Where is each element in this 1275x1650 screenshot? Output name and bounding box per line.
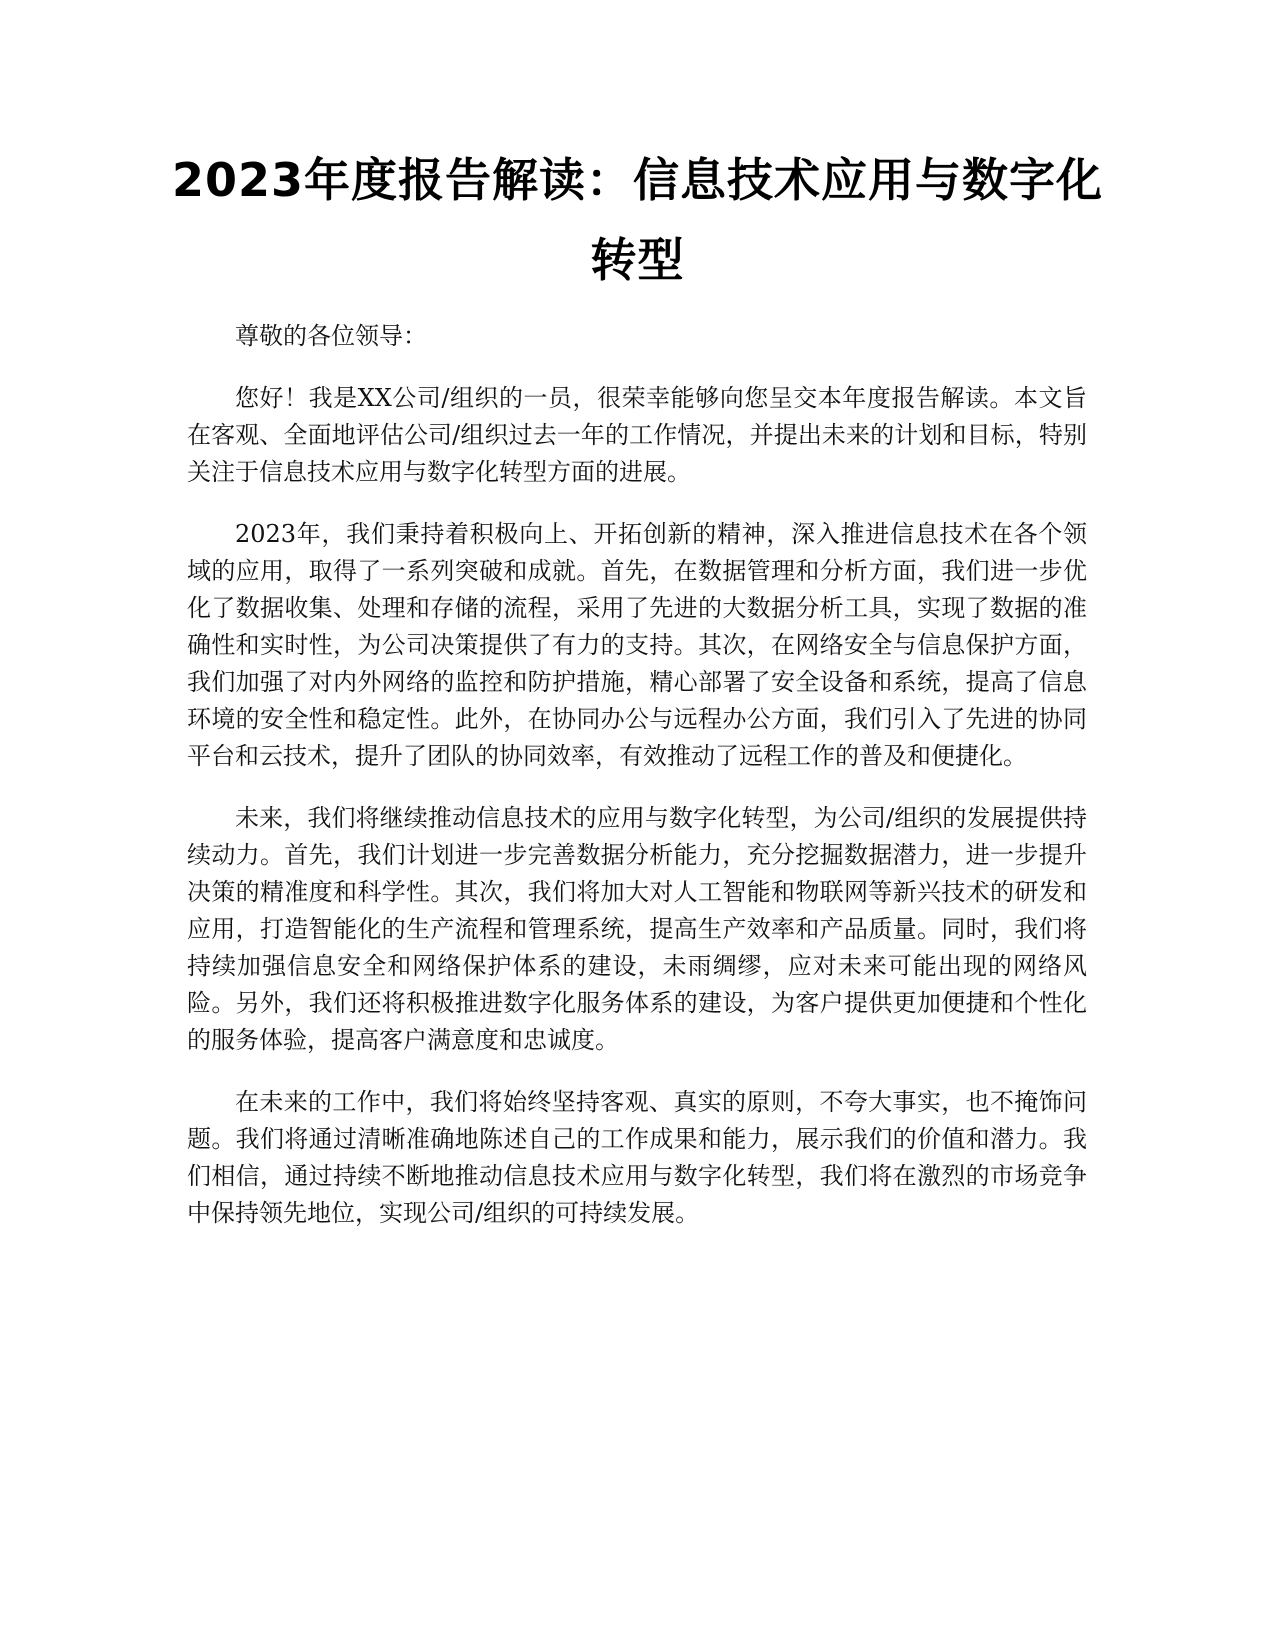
paragraph-achievements: 2023年，我们秉持着积极向上、开拓创新的精神，深入推进信息技术在各个领域的应用，取得了一系列突破和成就。首先，在数据管理和分析方面，我们进一步优化了数据收集、处理和存储的流程，采用了先进的大数据分析工具，实现了数据的准确性和实时性，为公司决策提供了有力的支持。其次，在网络安全与信息保护方面，我们加强了对内外网络的监控和防护措施，精心部署了安全设备和系统，提高了信息环境的安全性和稳定性。此外，在协同办公与远程办公方面，我们引入了先进的协同平台和云技术，提升了团队的协同效率，有效推动了远程工作的普及和便捷化。 — [187, 520, 1087, 770]
document-body — [187, 318, 1087, 1257]
paragraph-introduction: 您好！我是XX公司/组织的一员，很荣幸能够向您呈交本年度报告解读。本文旨在客观、全面地评估公司/组织过去一年的工作情况，并提出未来的计划和目标，特别关注于信息技术应用与数字化转型方面的进展。 — [187, 384, 1087, 486]
paragraph-conclusion: 在未来的工作中，我们将始终坚持客观、真实的原则，不夸大事实，也不掩饰问题。我们将通过清晰准确地陈述自己的工作成果和能力，展示我们的价值和潜力。我们相信，通过持续不断地推动信息技术应用与数字化转型，我们将在激烈的市场竞争中保持领先地位，实现公司/组织的可持续发展。 — [187, 1088, 1087, 1227]
document-title: 2023年度报告解读：信息技术应用与数字化转型 — [171, 153, 1104, 287]
paragraph-future-plans: 未来，我们将继续推动信息技术的应用与数字化转型，为公司/组织的发展提供持续动力。首先，我们计划进一步完善数据分析能力，充分挖掘数据潜力，进一步提升决策的精准度和科学性。其次，我们将加大对人工智能和物联网等新兴技术的研发和应用，打造智能化的生产流程和管理系统，提高生产效率和产品质量。同时，我们将持续加强信息安全和网络保护体系的建设，未雨绸缪，应对未来可能出现的网络风险。另外，我们还将积极推进数字化服务体系的建设，为客户提供更加便捷和个性化的服务体验，提高客户满意度和忠诚度。 — [187, 804, 1087, 1054]
paragraph-salutation: 尊敬的各位领导： — [235, 322, 427, 350]
